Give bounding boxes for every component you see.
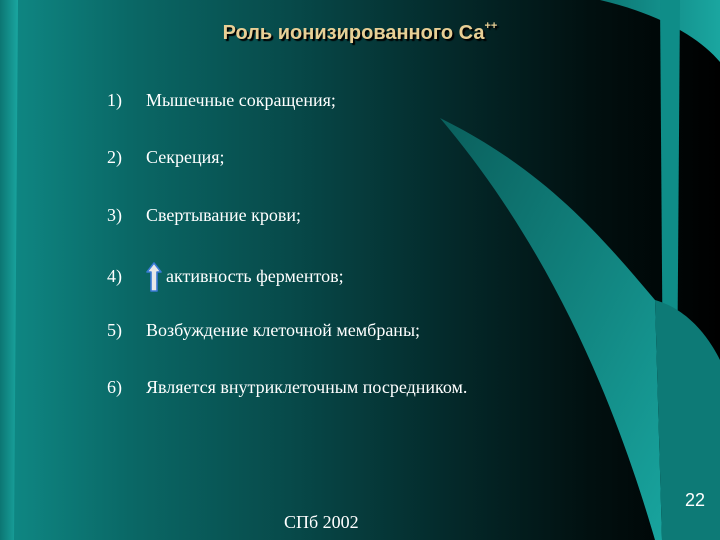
footer-text: СПб 2002: [284, 512, 359, 532]
title-superscript: ++: [484, 20, 498, 33]
main-swoosh: [440, 118, 662, 540]
item-number: 5): [107, 320, 122, 340]
item-text: Является внутриклеточным посредником.: [146, 377, 468, 397]
title-text: Роль ионизированного Са: [222, 22, 485, 44]
list-item: [107, 262, 344, 292]
page-number: 22: [685, 490, 706, 510]
item-text: Секреция;: [146, 147, 225, 167]
item-number: 1): [107, 90, 122, 110]
list-item: [107, 90, 336, 111]
list-item: [107, 147, 225, 168]
item-number: 6): [107, 377, 122, 397]
list-item: [107, 377, 467, 398]
item-number: 3): [107, 205, 122, 225]
item-number: 2): [107, 147, 122, 167]
item-text: Возбуждение клеточной мембраны;: [146, 320, 421, 340]
item-number: 4): [107, 266, 122, 286]
list-item: [107, 205, 301, 226]
up-arrow-icon: [146, 262, 162, 292]
left-frame: [0, 0, 18, 540]
item-text: активность ферментов;: [166, 266, 344, 286]
list-item: [107, 320, 420, 341]
item-text: Свертывание крови;: [146, 205, 301, 225]
slide-title: [0, 22, 720, 45]
item-text: Мышечные сокращения;: [146, 90, 336, 110]
